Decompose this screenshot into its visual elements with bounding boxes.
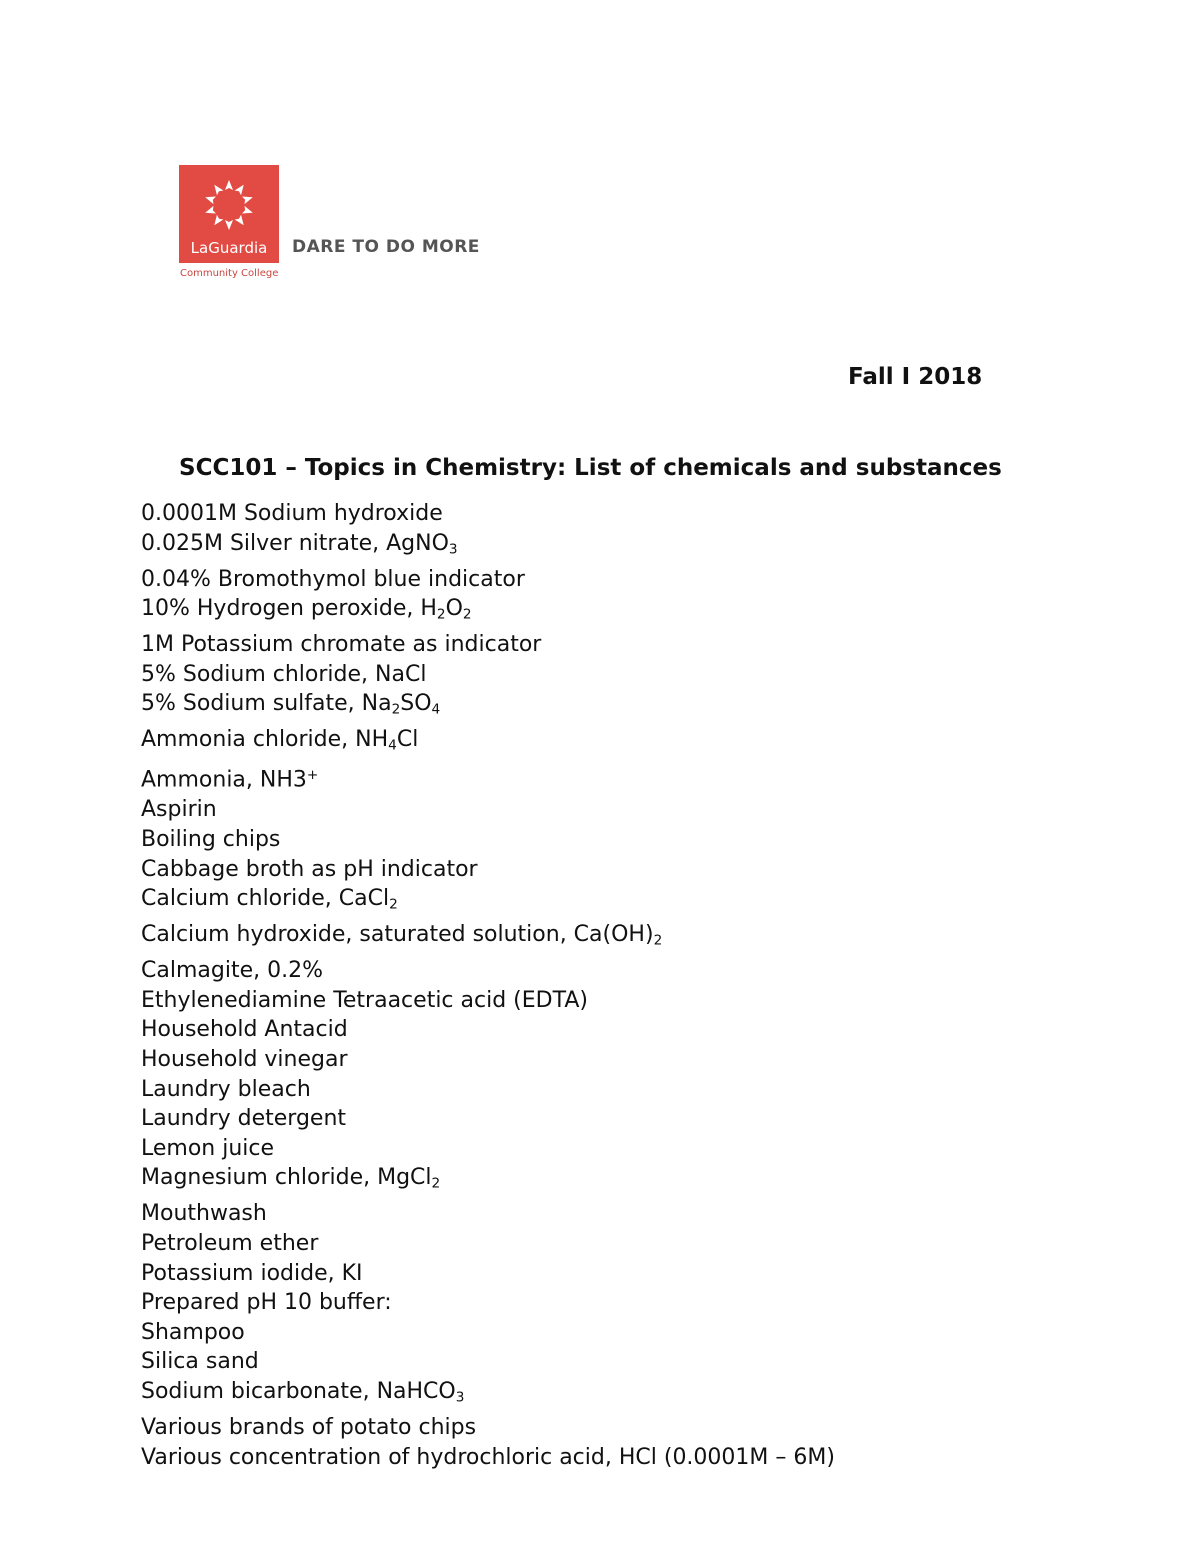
chemical-name: Calcium hydroxide, saturated solution, Ca(OH) bbox=[141, 922, 654, 948]
chemical-name: 10% Hydrogen peroxide, H bbox=[141, 596, 437, 622]
chemical-item bbox=[141, 1288, 835, 1318]
formula-part: 2 bbox=[436, 606, 446, 623]
formula-part: SO bbox=[400, 691, 432, 717]
chemical-item bbox=[141, 1104, 835, 1134]
chemical-item bbox=[141, 630, 835, 660]
chemical-name: Laundry detergent bbox=[141, 1106, 347, 1132]
chemical-name: 0.025M Silver nitrate, AgNO bbox=[141, 530, 449, 556]
chemical-item bbox=[141, 1134, 835, 1164]
chemical-name: 5% Sodium sulfate, Na bbox=[141, 691, 392, 717]
chemical-item bbox=[141, 884, 835, 920]
formula-part: 2 bbox=[653, 932, 663, 949]
logo-name: LaGuardia bbox=[190, 239, 268, 257]
chemical-name: Shampoo bbox=[141, 1319, 245, 1345]
chemical-name: Mouthwash bbox=[141, 1201, 267, 1227]
chemical-name: 5% Sodium chloride, NaCl bbox=[141, 661, 427, 687]
chemical-name: Magnesium chloride, MgCl bbox=[141, 1165, 432, 1191]
chemical-item bbox=[141, 855, 835, 885]
chemical-name: Various concentration of hydrochloric acid, HCl (0.0001M – 6M) bbox=[141, 1444, 835, 1470]
chemical-item bbox=[141, 529, 835, 565]
formula-part: 2 bbox=[462, 606, 472, 623]
chemical-name: 0.0001M Sodium hydroxide bbox=[141, 501, 443, 526]
chemical-item bbox=[141, 1199, 835, 1229]
formula-part: 3 bbox=[448, 541, 458, 557]
chemical-item bbox=[141, 689, 835, 725]
chemical-name: Sodium bicarbonate, NaHCO bbox=[141, 1378, 456, 1404]
chemical-name: Cabbage broth as pH indicator bbox=[141, 856, 478, 882]
chemical-item bbox=[141, 1163, 835, 1199]
chemical-name: Calcium chloride, CaCl bbox=[141, 886, 390, 912]
chemical-name: Ammonia chloride, NH bbox=[141, 727, 389, 753]
chemical-item bbox=[141, 660, 835, 690]
chemical-name: Household vinegar bbox=[141, 1047, 348, 1073]
tagline: DARE TO DO MORE bbox=[292, 237, 480, 257]
formula-part: 4 bbox=[431, 701, 441, 718]
chemical-list bbox=[141, 499, 835, 1472]
chemical-item bbox=[141, 594, 835, 630]
chemical-name: 1M Potassium chromate as indicator bbox=[141, 632, 542, 658]
chemical-item bbox=[141, 1347, 835, 1377]
formula-part: 2 bbox=[431, 1175, 441, 1192]
chemical-name: Boiling chips bbox=[141, 827, 281, 853]
chemical-item bbox=[141, 761, 835, 795]
chemical-name: Lemon juice bbox=[141, 1135, 275, 1161]
chemical-item bbox=[141, 565, 835, 595]
chemical-name: Prepared pH 10 buffer: bbox=[141, 1290, 392, 1316]
chemical-item bbox=[141, 1413, 835, 1443]
chemical-item bbox=[141, 499, 835, 529]
chemical-name: Various brands of potato chips bbox=[141, 1414, 477, 1440]
chemical-name: Silica sand bbox=[141, 1349, 259, 1375]
chemical-item bbox=[141, 920, 835, 956]
chemical-item bbox=[141, 825, 835, 855]
formula-part: O bbox=[445, 596, 463, 622]
document-title: SCC101 – Topics in Chemistry: List of chemicals and substances bbox=[179, 455, 1002, 481]
chemical-item bbox=[141, 795, 835, 825]
chemical-item bbox=[141, 956, 835, 986]
chemical-name: Ammonia, NH3 bbox=[141, 767, 307, 793]
chemical-item bbox=[141, 1318, 835, 1348]
chemical-name: Petroleum ether bbox=[141, 1231, 319, 1256]
term-label: Fall I 2018 bbox=[848, 364, 983, 390]
formula-part: 2 bbox=[391, 701, 401, 718]
chemical-item bbox=[141, 1377, 835, 1413]
chemical-name: Ethylenediamine Tetraacetic acid (EDTA) bbox=[141, 987, 588, 1013]
chemical-item bbox=[141, 986, 835, 1016]
chemical-name: Aspirin bbox=[141, 797, 217, 823]
laguardia-star-burst-icon bbox=[197, 173, 261, 237]
chemical-name: Potassium iodide, KI bbox=[141, 1260, 363, 1286]
chemical-item bbox=[141, 1075, 835, 1105]
chemical-item bbox=[141, 1259, 835, 1289]
formula-part: 2 bbox=[389, 896, 398, 913]
formula-part: 4 bbox=[388, 737, 397, 754]
laguardia-logo bbox=[179, 165, 279, 263]
chemical-name: Laundry bleach bbox=[141, 1076, 311, 1102]
formula-part: Cl bbox=[396, 727, 419, 753]
formula-part: + bbox=[306, 767, 319, 784]
chemical-name: 0.04% Bromothymol blue indicator bbox=[141, 566, 525, 592]
chemical-item bbox=[141, 1229, 835, 1259]
chemical-item bbox=[141, 1015, 835, 1045]
formula-part: 3 bbox=[455, 1389, 465, 1406]
chemical-name: Household Antacid bbox=[141, 1017, 348, 1043]
chemical-item bbox=[141, 1443, 835, 1473]
chemical-item bbox=[141, 1045, 835, 1075]
chemical-item bbox=[141, 725, 835, 761]
logo-subtitle: Community College bbox=[180, 268, 279, 279]
chemical-name: Calmagite, 0.2% bbox=[141, 958, 323, 984]
